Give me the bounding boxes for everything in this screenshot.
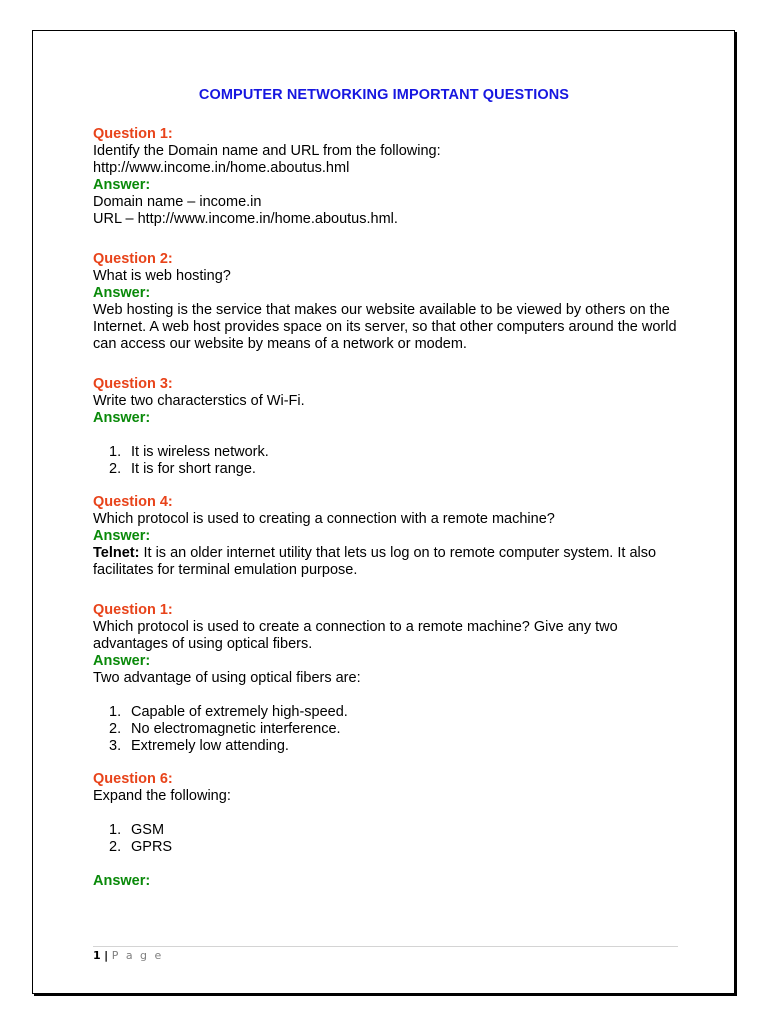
answer-list: [93, 444, 683, 478]
question-text: Which protocol is used to creating a connection with a remote machine?: [93, 511, 555, 527]
answer-label: Answer:: [93, 873, 151, 889]
question-text: Which protocol is used to create a connection to a remote machine? Give any two advantages of using optical fibers.: [93, 619, 618, 652]
answer-list: [93, 704, 683, 755]
question-label: Question 2:: [93, 251, 173, 267]
answer-label: Answer:: [93, 528, 151, 544]
page-number: 1: [93, 949, 101, 962]
answer-text: Domain name – income.in: [93, 194, 262, 210]
answer-label: Answer:: [93, 285, 151, 301]
question-list: [93, 822, 683, 856]
question-url: http://www.income.in/home.aboutus.hml: [93, 160, 350, 176]
list-item: 2. No electromagnetic interference.: [109, 721, 341, 737]
document-body: [93, 126, 683, 890]
question-block: [93, 494, 683, 579]
question-block: [93, 602, 683, 755]
question-block: [93, 376, 683, 478]
answer-term: Telnet:: [93, 545, 140, 561]
page-footer: [93, 949, 163, 962]
footer-separator: |: [104, 949, 109, 962]
question-text: Write two characterstics of Wi-Fi.: [93, 393, 305, 409]
list-item: 1. It is wireless network.: [109, 444, 269, 460]
question-block: [93, 251, 683, 353]
question-block: [93, 126, 683, 228]
document-title: COMPUTER NETWORKING IMPORTANT QUESTIONS: [198, 87, 570, 103]
list-item: 1. Capable of extremely high-speed.: [109, 704, 348, 720]
question-text: What is web hosting?: [93, 268, 231, 284]
question-block: [93, 771, 683, 890]
question-label: Question 4:: [93, 494, 173, 510]
page-label: P a g e: [111, 949, 164, 962]
answer-text: Web hosting is the service that makes our website available to be viewed by others on the Internet. A web host provides space on its server, so that other computers around the world can access our website by means of a network or modem.: [93, 302, 677, 352]
answer-text: Two advantage of using optical fibers are:: [93, 670, 361, 686]
question-text: Expand the following:: [93, 788, 231, 804]
question-label: Question 1:: [93, 602, 173, 618]
answer-text: URL – http://www.income.in/home.aboutus.hml.: [93, 211, 398, 227]
answer-label: Answer:: [93, 410, 151, 426]
question-label: Question 3:: [93, 376, 173, 392]
list-item: 3. Extremely low attending.: [109, 738, 289, 754]
list-item: 1. GSM: [109, 822, 165, 838]
question-text: Identify the Domain name and URL from the following:: [93, 143, 441, 159]
question-label: Question 1:: [93, 126, 173, 142]
list-item: 2. GPRS: [109, 839, 173, 855]
footer-divider: [93, 946, 678, 947]
answer-label: Answer:: [93, 177, 151, 193]
list-item: 2. It is for short range.: [109, 461, 256, 477]
question-label: Question 6:: [93, 771, 173, 787]
answer-text: Telnet: It is an older internet utility that lets us log on to remote computer system. It also facilitates for terminal emulation purpose.: [93, 545, 657, 578]
answer-label: Answer:: [93, 653, 151, 669]
